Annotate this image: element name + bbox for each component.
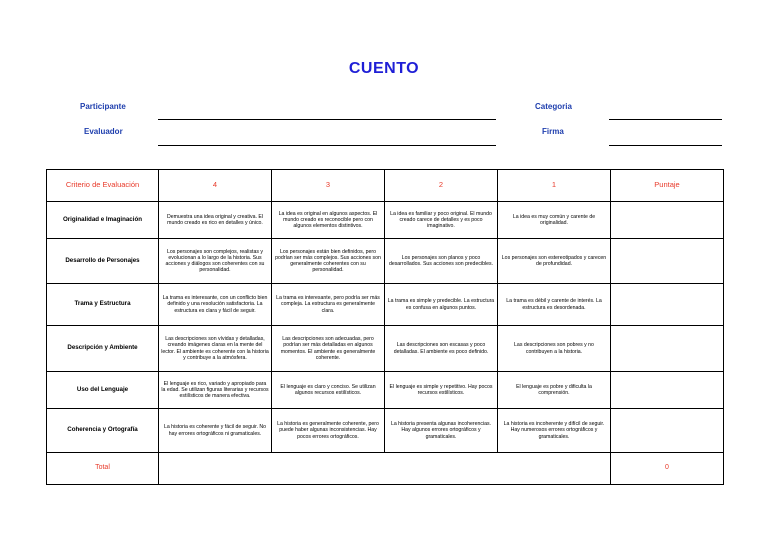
descriptor-cell: Las descripciones son pobres y no contribuyen a la historia.: [498, 326, 611, 372]
header-score-3: 3: [272, 170, 385, 202]
total-value: 0: [611, 453, 724, 485]
table-row: [47, 202, 724, 239]
header-puntaje: Puntaje: [611, 170, 724, 202]
descriptor-cell: El lenguaje es simple y repetitivo. Hay pocos recursos estilísticos.: [385, 372, 498, 409]
table-row: [47, 409, 724, 453]
evaluador-label: Evaluador: [84, 127, 123, 136]
evaluador-field[interactable]: [158, 145, 496, 146]
descriptor-cell: El lenguaje es pobre y dificulta la comprensión.: [498, 372, 611, 409]
score-cell[interactable]: [611, 202, 724, 239]
descriptor-cell: Las descripciones son adecuadas, pero podrían ser más detalladas en algunos momentos. El ambiente es generalmente coherente.: [272, 326, 385, 372]
table-header-row: [47, 170, 724, 202]
descriptor-cell: La trama es interesante, pero podría ser más compleja. La estructura es generalmente clara.: [272, 284, 385, 326]
descriptor-cell: La idea es original en algunos aspectos. El mundo creado es reconocible pero con algunos elementos distintivos.: [272, 202, 385, 239]
table-row: [47, 239, 724, 284]
descriptor-cell: La historia presenta algunas incoherencias. Hay algunos errores ortográficos y gramaticales.: [385, 409, 498, 453]
firma-field[interactable]: [609, 145, 722, 146]
total-spacer: [159, 453, 611, 485]
header-criterio: Criterio de Evaluación: [47, 170, 159, 202]
descriptor-cell: La trama es débil y carente de interés. La estructura es desordenada.: [498, 284, 611, 326]
table-row: [47, 372, 724, 409]
page-title: CUENTO: [348, 60, 420, 77]
table-row: [47, 326, 724, 372]
categoria-field[interactable]: [609, 119, 722, 120]
descriptor-cell: Las descripciones son vívidas y detalladas, creando imágenes claras en la mente del lector. El ambiente es coherente con la historia y contribuye a la atmósfera.: [159, 326, 272, 372]
descriptor-cell: Los personajes son complejos, realistas y evolucionan a lo largo de la historia. Sus acciones y diálogos son coherentes con su personalidad.: [159, 239, 272, 284]
table-row: [47, 284, 724, 326]
descriptor-cell: Los personajes están bien definidos, pero podrían ser más complejos. Sus acciones son generalmente coherentes con su personalidad.: [272, 239, 385, 284]
total-row: [47, 453, 724, 485]
descriptor-cell: La trama es simple y predecible. La estructura es confusa en algunos puntos.: [385, 284, 498, 326]
descriptor-cell: Demuestra una idea original y creativa. El mundo creado es rico en detalles y único.: [159, 202, 272, 239]
total-label: Total: [47, 453, 159, 485]
categoria-label: Categoria: [535, 102, 572, 111]
descriptor-cell: Los personajes son planos y poco desarrollados. Sus acciones son predecibles.: [385, 239, 498, 284]
score-cell[interactable]: [611, 326, 724, 372]
participante-field[interactable]: [158, 119, 496, 120]
score-cell[interactable]: [611, 284, 724, 326]
participante-label: Participante: [80, 102, 126, 111]
descriptor-cell: La idea es familiar y poco original. El mundo creado carece de detalles y es poco imaginativo.: [385, 202, 498, 239]
header-score-1: 1: [498, 170, 611, 202]
score-cell[interactable]: [611, 409, 724, 453]
criterion-label: Trama y Estructura: [47, 284, 159, 326]
criterion-label: Uso del Lenguaje: [47, 372, 159, 409]
descriptor-cell: La trama es interesante, con un conflicto bien definido y una resolución satisfactoria. La estructura es clara y fácil de seguir.: [159, 284, 272, 326]
descriptor-cell: La historia es coherente y fácil de seguir. No hay errores ortográficos ni gramaticales.: [159, 409, 272, 453]
descriptor-cell: La idea es muy común y carente de originalidad.: [498, 202, 611, 239]
header-score-2: 2: [385, 170, 498, 202]
score-cell[interactable]: [611, 239, 724, 284]
descriptor-cell: La historia es incoherente y difícil de seguir. Hay numerosos errores ortográficos y gramaticales.: [498, 409, 611, 453]
descriptor-cell: El lenguaje es rico, variado y apropiado para la edad. Se utilizan figuras literarias y recursos estilísticos de manera efectiva.: [159, 372, 272, 409]
descriptor-cell: El lenguaje es claro y conciso. Se utilizan algunos recursos estilísticos.: [272, 372, 385, 409]
criterion-label: Originalidad e Imaginación: [47, 202, 159, 239]
criterion-label: Coherencia y Ortografía: [47, 409, 159, 453]
descriptor-cell: La historia es generalmente coherente, pero puede haber algunas inconsistencias. Hay pocos errores ortográficos.: [272, 409, 385, 453]
rubric-table: [46, 169, 724, 485]
criterion-label: Descripción y Ambiente: [47, 326, 159, 372]
criterion-label: Desarrollo de Personajes: [47, 239, 159, 284]
score-cell[interactable]: [611, 372, 724, 409]
descriptor-cell: Los personajes son estereotipados y carecen de profundidad.: [498, 239, 611, 284]
descriptor-cell: Las descripciones son escasas y poco detalladas. El ambiente es poco definido.: [385, 326, 498, 372]
firma-label: Firma: [542, 127, 564, 136]
header-score-4: 4: [159, 170, 272, 202]
